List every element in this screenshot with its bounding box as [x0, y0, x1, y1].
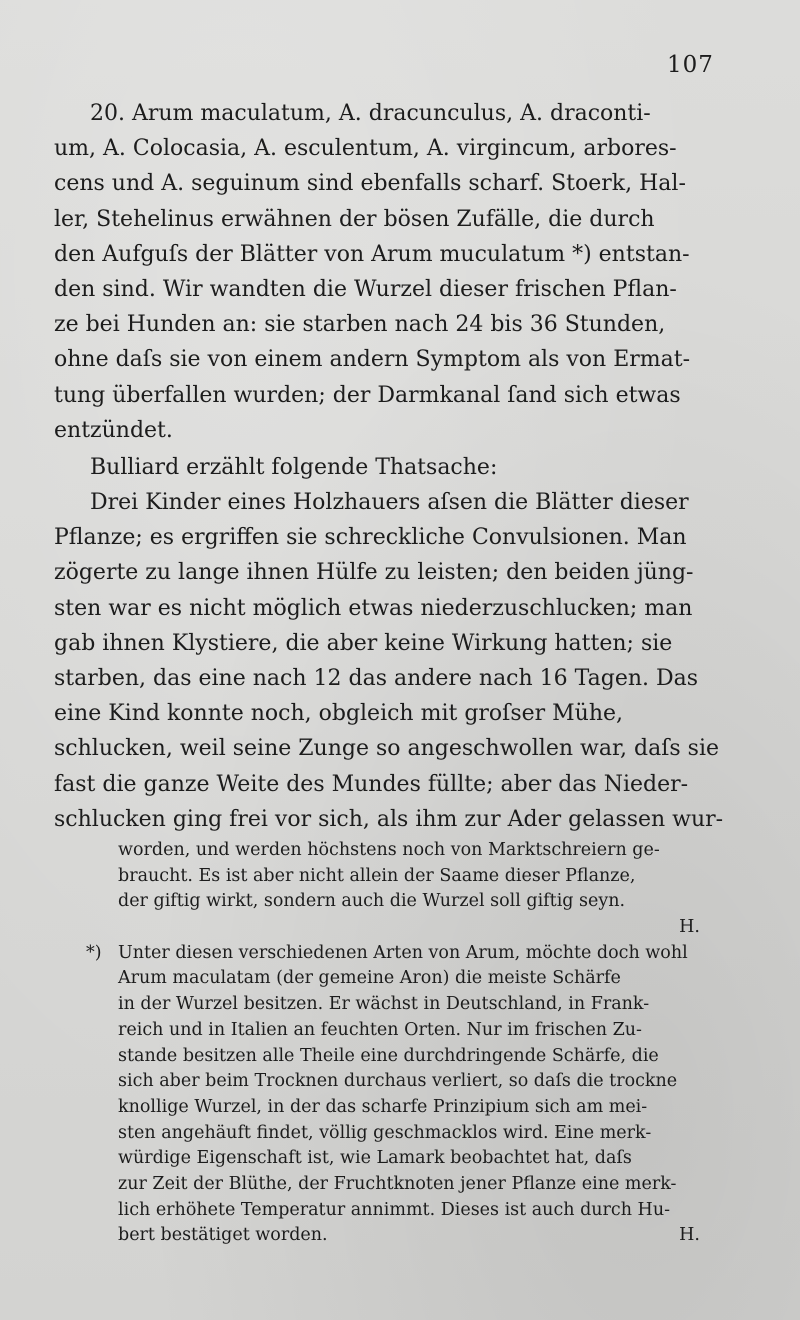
text-line: Drei Kinder eines Holzhauers aſsen die Blätter dieser [90, 490, 689, 516]
footnote-line: knollige Wurzel, in der das scharfe Prinzipium sich am mei- [118, 1096, 648, 1117]
text-line: den sind. Wir wandten die Wurzel dieser frischen Pflan- [54, 276, 677, 302]
footnote-line: sten angehäuft findet, völlig geschmacklos wird. Eine merk- [118, 1122, 652, 1143]
text-line: ler, Stehelinus erwähnen der bösen Zufälle, die durch [54, 206, 655, 232]
text-line: eine Kind konnte noch, obgleich mit groſser Mühe, [54, 701, 624, 727]
footnote-marker: *) [86, 942, 102, 963]
text-line: Pflanze; es ergriffen sie schreckliche Convulsionen. Man [54, 525, 687, 551]
footnote-line: zur Zeit der Blüthe, der Fruchtknoten jener Pflanze eine merk- [118, 1173, 677, 1194]
footnote-line: sich aber beim Trocknen durchaus verliert, so daſs die trockne [118, 1071, 678, 1092]
text-line: gab ihnen Klystiere, die aber keine Wirkung hatten; sie [54, 630, 673, 656]
footnote-signature: H. [679, 917, 700, 938]
text-line: ze bei Hunden an: sie starben nach 24 bis 36 Stunden, [54, 312, 666, 338]
footnote-line: stande besitzen alle Theile eine durchdringende Schärfe, die [118, 1045, 659, 1066]
text-line: fast die ganze Weite des Mundes füllte; aber das Nieder- [54, 771, 689, 797]
text-line: 20. Arum maculatum, A. dracunculus, A. draconti- [90, 101, 651, 126]
text-line: ohne daſs sie von einem andern Symptom als von Ermat- [54, 347, 691, 373]
text-line: starben, das eine nach 12 das andere nach 16 Tagen. Das [54, 666, 699, 691]
footnote-last-line [86, 1223, 758, 1249]
text-line: tung überfallen wurden; der Darmkanal ſand sich etwas [54, 382, 681, 408]
footnote-line: in der Wurzel besitzen. Er wächst in Deutschland, in Frank- [118, 994, 650, 1015]
text-line: sten war es nicht möglich etwas niederzuschlucken; man [54, 595, 693, 621]
footnote-line: reich und in Italien an feuchten Orten. Nur im frischen Zu- [118, 1019, 642, 1040]
footnote-line: Unter diesen verschiedenen Arten von Arum, möchte doch wohl [118, 942, 688, 963]
page-number: 107 [667, 52, 714, 78]
footnotes [86, 838, 758, 1249]
footnote-line: bert bestätiget worden. [118, 1225, 328, 1246]
footnote-star-first-line [86, 941, 758, 967]
footnote-line: würdige Eigenschaft ist, wie Lamark beobachtet hat, daſs [118, 1148, 632, 1169]
text-line: Bulliard erzählt folgende Thatsache: [90, 454, 498, 480]
text-line: um, A. Colocasia, A. esculentum, A. virgincum, arbores- [54, 136, 677, 162]
footnote-line: der giftig wirkt, sondern auch die Wurzel soll giftig seyn. [118, 891, 626, 912]
footnote-line: braucht. Es ist aber nicht allein der Saame dieser Pflanze, [118, 865, 636, 886]
text-line: entzündet. [54, 417, 173, 443]
main-text-body [54, 96, 730, 837]
text-line: cens und A. seguinum sind ebenfalls scharf. Stoerk, Hal- [54, 171, 686, 197]
text-line: zögerte zu lange ihnen Hülfe zu leisten; den beiden jüng- [54, 560, 694, 586]
text-line: den Aufguſs der Blätter von Arum muculatum *) entstan- [54, 241, 690, 267]
text-line: schlucken ging frei vor sich, als ihm zur Ader gelassen wur- [54, 806, 724, 832]
footnote-line: Arum maculatam (der gemeine Aron) die meiste Schärfe [118, 968, 621, 989]
text-line: schlucken, weil seine Zunge so angeschwollen war, daſs sie [54, 736, 720, 762]
footnote-line: lich erhöhete Temperatur annimmt. Dieses ist auch durch Hu- [118, 1199, 671, 1220]
footnote-line: worden, und werden höchstens noch von Marktschreiern ge- [118, 840, 660, 860]
footnote-signature: H. [679, 1225, 700, 1246]
